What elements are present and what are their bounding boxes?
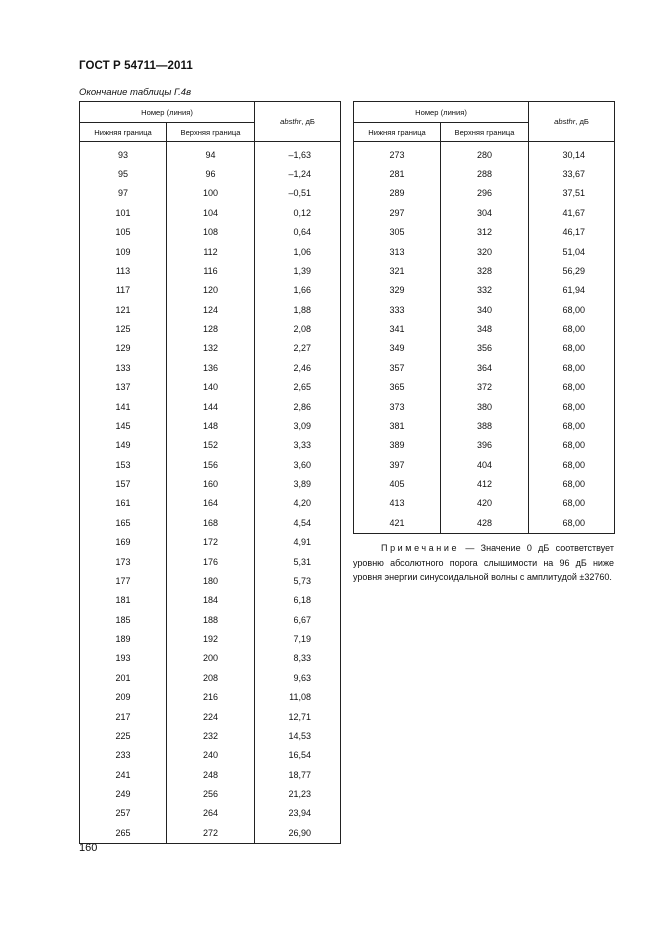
cell-upper: 296 [441,184,529,203]
cell-lower: 109 [80,242,167,261]
table-row [80,203,341,222]
cell-upper: 348 [441,319,529,338]
document-header: ГОСТ Р 54711—2011 [79,60,193,72]
cell-lower: 125 [80,319,167,338]
cell-lower: 381 [354,416,441,435]
cell-lower: 305 [354,223,441,242]
table-row [354,164,615,183]
table-row [80,823,341,843]
table-row [80,726,341,745]
cell-lower: 129 [80,339,167,358]
cell-absthr: 1,66 [255,281,341,300]
cell-upper: 412 [441,474,529,493]
cell-absthr: 3,33 [255,436,341,455]
table-row [354,455,615,474]
cell-absthr: 3,60 [255,455,341,474]
table-row [80,455,341,474]
cell-lower: 333 [354,300,441,319]
cell-lower: 209 [80,688,167,707]
cell-lower: 413 [354,494,441,513]
cell-lower: 117 [80,281,167,300]
cell-lower: 321 [354,261,441,280]
cell-absthr: 41,67 [529,203,615,222]
cell-upper: 264 [167,804,255,823]
cell-absthr: 1,88 [255,300,341,319]
cell-lower: 161 [80,494,167,513]
cell-absthr: 3,09 [255,416,341,435]
table-row [354,203,615,222]
table-row [354,378,615,397]
cell-upper: 94 [167,142,255,165]
cell-absthr: 68,00 [529,474,615,493]
cell-absthr: 68,00 [529,339,615,358]
cell-absthr: –0,51 [255,184,341,203]
table-row [354,397,615,416]
note-label: Примечание [381,543,460,553]
cell-absthr: 8,33 [255,649,341,668]
cell-lower: 421 [354,513,441,533]
cell-upper: 200 [167,649,255,668]
table-row [354,242,615,261]
cell-lower: 189 [80,629,167,648]
cell-upper: 188 [167,610,255,629]
cell-absthr: 11,08 [255,688,341,707]
cell-upper: 404 [441,455,529,474]
table-row [80,416,341,435]
cell-lower: 357 [354,358,441,377]
cell-upper: 120 [167,281,255,300]
cell-absthr: 6,67 [255,610,341,629]
table-row [80,784,341,803]
cell-upper: 164 [167,494,255,513]
table-row [354,416,615,435]
cell-absthr: 56,29 [529,261,615,280]
cell-upper: 280 [441,142,529,165]
table-row [80,629,341,648]
cell-upper: 152 [167,436,255,455]
cell-lower: 365 [354,378,441,397]
cell-upper: 332 [441,281,529,300]
cell-lower: 137 [80,378,167,397]
table-row [80,223,341,242]
cell-absthr: 68,00 [529,513,615,533]
cell-absthr: 6,18 [255,591,341,610]
table-row [80,339,341,358]
cell-lower: 185 [80,610,167,629]
cell-lower: 113 [80,261,167,280]
table-row [354,436,615,455]
cell-upper: 172 [167,533,255,552]
table-row [80,397,341,416]
table-row [80,474,341,493]
cell-lower: 329 [354,281,441,300]
table-row [80,319,341,338]
col-group-header: Номер (линия) [80,102,255,123]
table-row [354,300,615,319]
cell-absthr: 61,94 [529,281,615,300]
table-row [80,533,341,552]
cell-upper: 180 [167,571,255,590]
cell-absthr: 26,90 [255,823,341,843]
cell-lower: 249 [80,784,167,803]
cell-lower: 349 [354,339,441,358]
table-row [80,358,341,377]
cell-absthr: 2,08 [255,319,341,338]
cell-lower: 157 [80,474,167,493]
cell-upper: 128 [167,319,255,338]
cell-absthr: 14,53 [255,726,341,745]
table-row [80,610,341,629]
table-row [80,378,341,397]
cell-upper: 100 [167,184,255,203]
cell-upper: 116 [167,261,255,280]
table-row [354,142,615,165]
cell-upper: 184 [167,591,255,610]
cell-lower: 133 [80,358,167,377]
cell-absthr: 2,27 [255,339,341,358]
table-row [80,591,341,610]
table-row [354,339,615,358]
cell-absthr: 18,77 [255,765,341,784]
cell-upper: 148 [167,416,255,435]
table-row [80,436,341,455]
cell-absthr: 68,00 [529,319,615,338]
cell-upper: 144 [167,397,255,416]
cell-upper: 168 [167,513,255,532]
cell-upper: 232 [167,726,255,745]
cell-lower: 101 [80,203,167,222]
cell-absthr: –1,63 [255,142,341,165]
cell-absthr: 2,65 [255,378,341,397]
cell-lower: 281 [354,164,441,183]
cell-lower: 97 [80,184,167,203]
cell-lower: 105 [80,223,167,242]
cell-lower: 93 [80,142,167,165]
col-abs-header [529,102,615,142]
cell-absthr: 68,00 [529,416,615,435]
table-row [354,513,615,533]
cell-lower: 389 [354,436,441,455]
cell-absthr: 30,14 [529,142,615,165]
table-row [80,746,341,765]
table-left [79,101,341,844]
cell-upper: 160 [167,474,255,493]
table-row [80,142,341,165]
cell-absthr: 2,46 [255,358,341,377]
cell-upper: 356 [441,339,529,358]
cell-absthr: 5,31 [255,552,341,571]
page-number: 160 [79,842,98,854]
cell-lower: 165 [80,513,167,532]
cell-absthr: 3,89 [255,474,341,493]
cell-absthr: 68,00 [529,397,615,416]
cell-upper: 96 [167,164,255,183]
cell-upper: 304 [441,203,529,222]
cell-absthr: 68,00 [529,378,615,397]
cell-lower: 193 [80,649,167,668]
col-upper-header: Верхняя граница [441,123,529,142]
cell-lower: 145 [80,416,167,435]
table-note [353,541,614,585]
cell-absthr: 4,20 [255,494,341,513]
cell-absthr: 68,00 [529,436,615,455]
cell-upper: 272 [167,823,255,843]
table-row [80,668,341,687]
table-row [80,513,341,532]
note-text: — Значение 0 дБ соответствует уровню абсолютного порога слышимости на 96 дБ ниже уровня энергии синусоидальной волны с амплитудой ±32760. [353,543,614,582]
table-row [80,649,341,668]
table-row [354,261,615,280]
cell-lower: 313 [354,242,441,261]
cell-upper: 208 [167,668,255,687]
cell-absthr: 37,51 [529,184,615,203]
cell-lower: 289 [354,184,441,203]
cell-lower: 153 [80,455,167,474]
cell-lower: 169 [80,533,167,552]
cell-lower: 397 [354,455,441,474]
cell-upper: 132 [167,339,255,358]
cell-upper: 108 [167,223,255,242]
cell-lower: 173 [80,552,167,571]
col-upper-header: Верхняя граница [167,123,255,142]
table-row [354,223,615,242]
table-row [354,474,615,493]
cell-absthr: 1,39 [255,261,341,280]
cell-upper: 396 [441,436,529,455]
cell-upper: 288 [441,164,529,183]
col-abs-italic: absthr [280,117,302,126]
cell-upper: 192 [167,629,255,648]
cell-lower: 217 [80,707,167,726]
cell-upper: 364 [441,358,529,377]
col-lower-header: Нижняя граница [354,123,441,142]
cell-lower: 405 [354,474,441,493]
cell-lower: 297 [354,203,441,222]
cell-absthr: 1,06 [255,242,341,261]
cell-upper: 240 [167,746,255,765]
cell-lower: 373 [354,397,441,416]
cell-absthr: 46,17 [529,223,615,242]
cell-lower: 181 [80,591,167,610]
cell-upper: 388 [441,416,529,435]
cell-lower: 233 [80,746,167,765]
cell-upper: 248 [167,765,255,784]
cell-upper: 176 [167,552,255,571]
cell-upper: 140 [167,378,255,397]
cell-absthr: 9,63 [255,668,341,687]
cell-absthr: 21,23 [255,784,341,803]
table-right [353,101,615,534]
cell-lower: 177 [80,571,167,590]
table-row [80,242,341,261]
cell-absthr: 23,94 [255,804,341,823]
cell-absthr: 12,71 [255,707,341,726]
cell-lower: 225 [80,726,167,745]
cell-absthr: 68,00 [529,358,615,377]
cell-absthr: 7,19 [255,629,341,648]
table-row [80,707,341,726]
col-abs-unit: , дБ [575,117,589,126]
cell-lower: 265 [80,823,167,843]
col-abs-header [255,102,341,142]
table-row [80,494,341,513]
cell-upper: 136 [167,358,255,377]
cell-upper: 104 [167,203,255,222]
cell-absthr: 0,12 [255,203,341,222]
cell-absthr: 4,54 [255,513,341,532]
table-row [80,184,341,203]
cell-upper: 256 [167,784,255,803]
cell-upper: 328 [441,261,529,280]
col-abs-unit: , дБ [301,117,315,126]
cell-upper: 112 [167,242,255,261]
cell-upper: 156 [167,455,255,474]
cell-upper: 340 [441,300,529,319]
table-row [80,688,341,707]
table-row [80,571,341,590]
col-abs-italic: absthr [554,117,576,126]
table-row [354,184,615,203]
cell-lower: 141 [80,397,167,416]
cell-upper: 380 [441,397,529,416]
cell-lower: 241 [80,765,167,784]
table-left-body [80,142,341,844]
cell-lower: 273 [354,142,441,165]
cell-absthr: 68,00 [529,455,615,474]
col-lower-header: Нижняя граница [80,123,167,142]
table-row [80,164,341,183]
cell-absthr: 51,04 [529,242,615,261]
cell-absthr: 0,64 [255,223,341,242]
table-row [80,804,341,823]
cell-absthr: 33,67 [529,164,615,183]
table-row [80,300,341,319]
cell-lower: 95 [80,164,167,183]
cell-upper: 372 [441,378,529,397]
cell-absthr: 68,00 [529,300,615,319]
cell-absthr: 16,54 [255,746,341,765]
table-row [80,281,341,300]
table-row [354,281,615,300]
table-row [80,765,341,784]
table-row [80,552,341,571]
cell-upper: 312 [441,223,529,242]
cell-lower: 149 [80,436,167,455]
table-right-body [354,142,615,534]
cell-absthr: 2,86 [255,397,341,416]
table-row [354,494,615,513]
cell-lower: 121 [80,300,167,319]
cell-lower: 257 [80,804,167,823]
cell-upper: 124 [167,300,255,319]
cell-upper: 224 [167,707,255,726]
cell-absthr: 68,00 [529,494,615,513]
table-row [354,319,615,338]
cell-upper: 216 [167,688,255,707]
table-row [80,261,341,280]
table-caption: Окончание таблицы Г.4в [79,87,192,98]
cell-upper: 420 [441,494,529,513]
cell-absthr: –1,24 [255,164,341,183]
cell-lower: 341 [354,319,441,338]
cell-absthr: 5,73 [255,571,341,590]
cell-absthr: 4,91 [255,533,341,552]
col-group-header: Номер (линия) [354,102,529,123]
cell-upper: 320 [441,242,529,261]
cell-upper: 428 [441,513,529,533]
cell-lower: 201 [80,668,167,687]
table-row [354,358,615,377]
